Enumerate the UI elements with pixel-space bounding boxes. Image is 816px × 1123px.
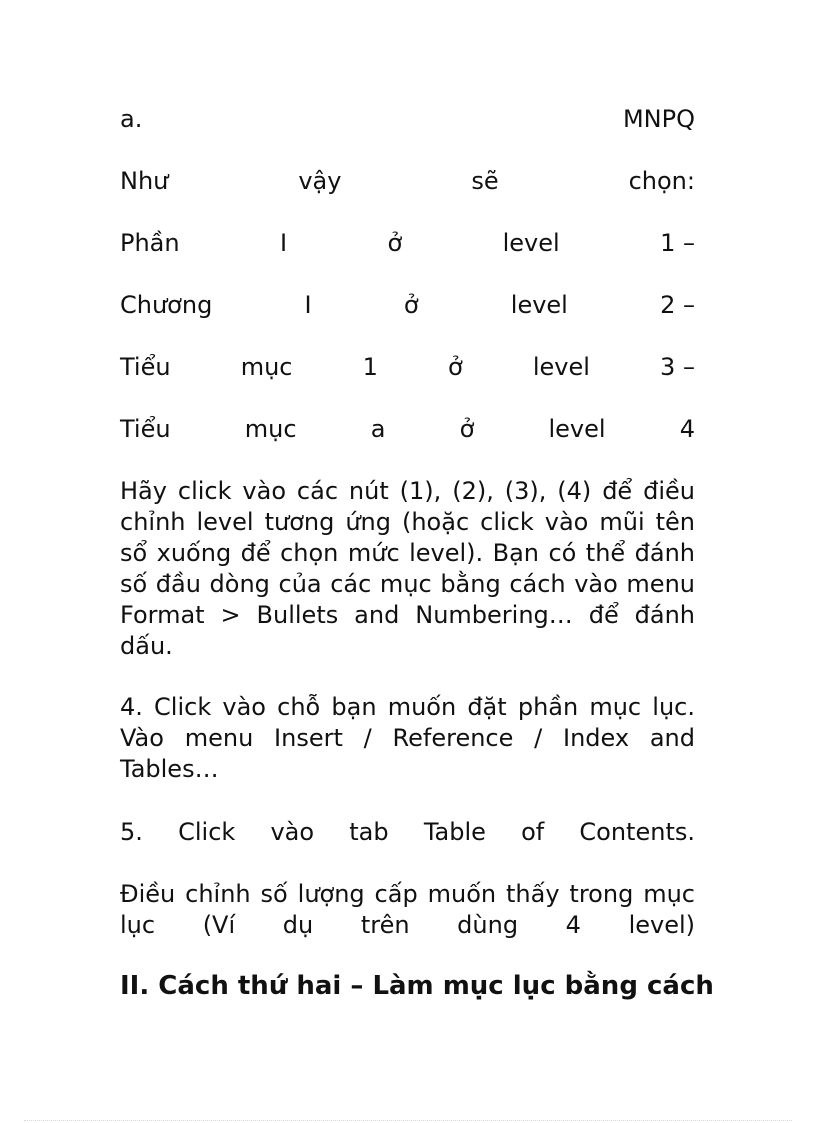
- word: level: [532, 353, 590, 381]
- row-a-mnpq: [120, 104, 695, 135]
- word: I: [304, 291, 312, 319]
- paragraph-adjust-levels: [120, 879, 695, 941]
- word: sẽ: [471, 167, 499, 195]
- text-line: Tables…: [120, 755, 219, 783]
- section-heading: [120, 971, 714, 1002]
- word: I: [280, 229, 288, 257]
- word: chọn:: [628, 167, 695, 195]
- row-tieu-muc-level-4: [120, 414, 695, 445]
- paragraph-click-levels: [120, 476, 695, 662]
- word: 3 –: [660, 353, 695, 381]
- row-tieu-muc-level-3: [120, 352, 695, 383]
- word: 4: [679, 415, 695, 443]
- text-line: Hãy click vào các nút (1), (2), (3), (4) để điều: [120, 477, 695, 505]
- row-nhu-vay: [120, 166, 695, 197]
- word: level: [502, 229, 560, 257]
- text-line: 5. Click vào tab Table of Contents.: [120, 818, 695, 846]
- text-line: Điều chỉnh số lượng cấp muốn thấy trong mục: [120, 880, 695, 908]
- word: Tiểu: [120, 415, 171, 443]
- paragraph-step-5: [120, 817, 695, 848]
- text-line: chỉnh level tương ứng (hoặc click vào mũi tên: [120, 508, 695, 536]
- word: 1: [362, 353, 378, 381]
- word: a: [370, 415, 386, 443]
- text-line: lục (Ví dụ trên dùng 4 level): [120, 911, 695, 939]
- row-phan-level-1: [120, 228, 695, 259]
- word: Như: [120, 167, 169, 195]
- row-chuong-level-2: [120, 290, 695, 321]
- text-line: Vào menu Insert / Reference / Index and: [120, 724, 695, 752]
- word: Phần: [120, 229, 180, 257]
- word: level: [548, 415, 606, 443]
- text-line: số đầu dòng của các mục bằng cách vào menu: [120, 570, 695, 598]
- word: ở: [448, 353, 463, 381]
- word: ở: [403, 291, 419, 319]
- word: 1 –: [660, 229, 695, 257]
- word: level: [510, 291, 568, 319]
- paragraph-step-4: [120, 692, 695, 785]
- text-line: dấu.: [120, 632, 173, 660]
- heading-text: II. Cách thứ hai – Làm mục lục bằng cách: [120, 971, 714, 1001]
- word: MNPQ: [622, 105, 695, 133]
- word: ở: [459, 415, 475, 443]
- text-line: sổ xuống để chọn mức level). Bạn có thể đánh: [120, 539, 695, 567]
- word: mục: [244, 415, 297, 443]
- text-line: 4. Click vào chỗ bạn muốn đặt phần mục lục.: [120, 693, 695, 721]
- word: Chương: [120, 291, 213, 319]
- word: mục: [240, 353, 293, 381]
- word: Tiểu: [120, 353, 171, 381]
- page-bottom-rule: [24, 1120, 792, 1121]
- word: a.: [120, 105, 143, 133]
- word: vậy: [298, 167, 342, 195]
- word: ở: [387, 229, 403, 257]
- text-line: Format > Bullets and Numbering… để đánh: [120, 601, 695, 629]
- word: 2 –: [660, 291, 695, 319]
